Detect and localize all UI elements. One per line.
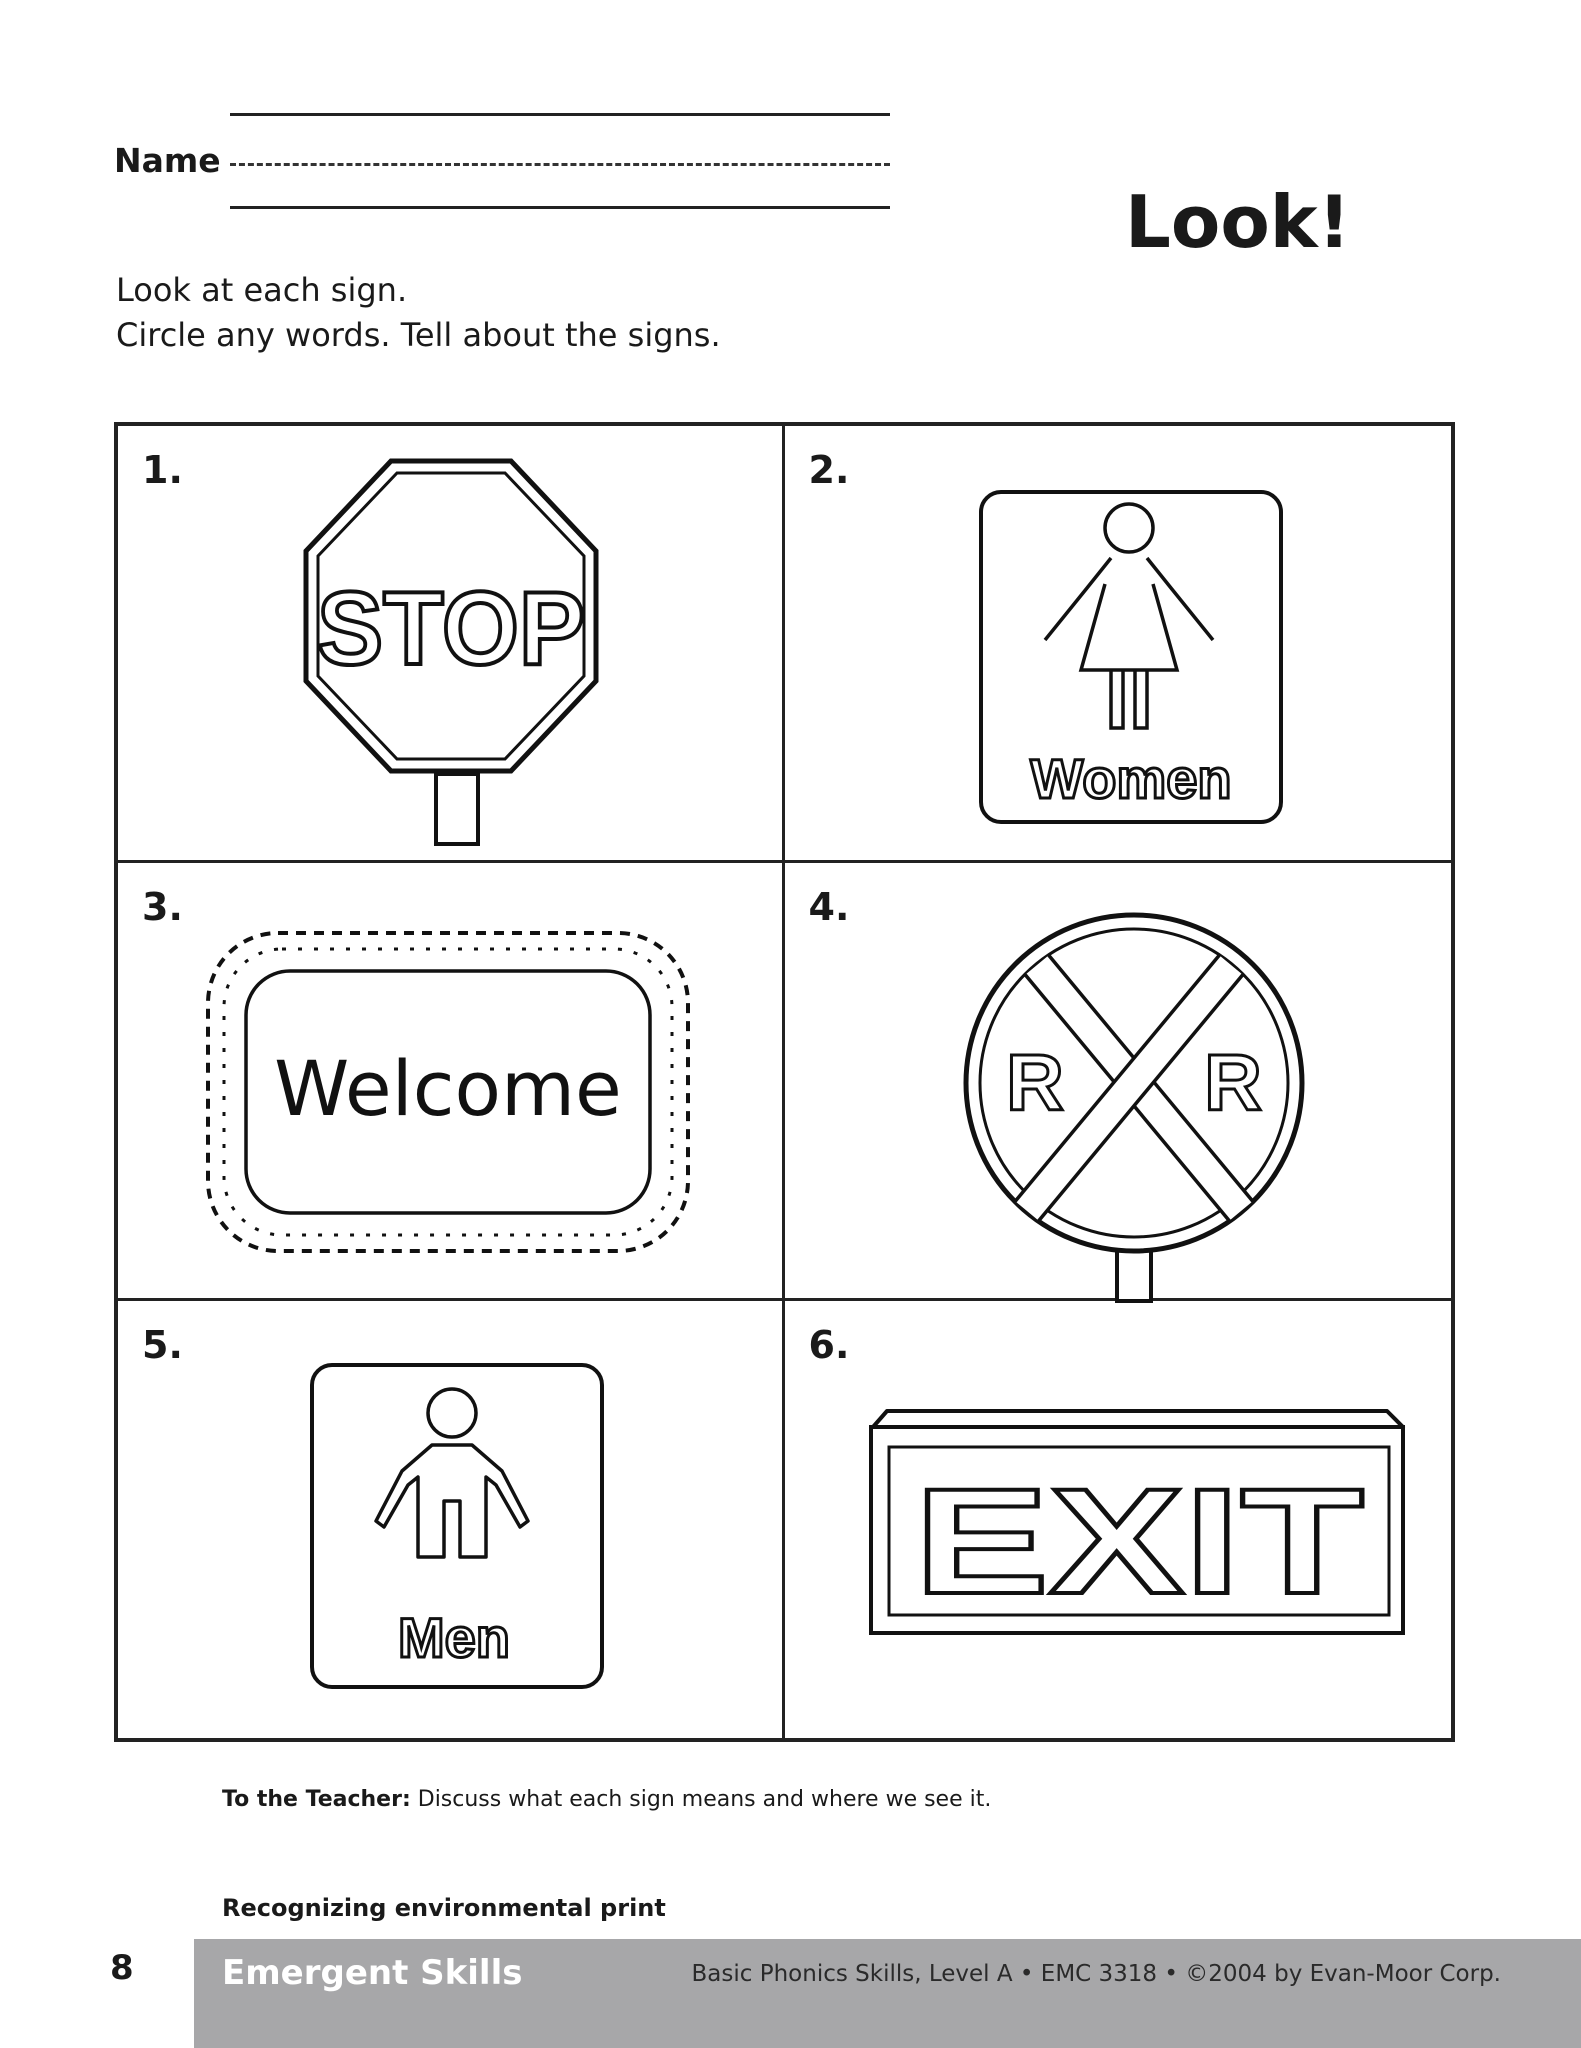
footer-credit: Basic Phonics Skills, Level A • EMC 3318 • ©2004 by Evan-Moor Corp. [691,1961,1501,1987]
sign-cell-1 [118,426,785,863]
name-field [114,105,894,215]
sign-number: 3. [142,885,183,930]
railroad-right-r: R [1203,1038,1262,1128]
men-restroom-sign-icon [308,1361,608,1691]
stop-text: STOP [317,571,585,687]
footer-section-title: Emergent Skills [222,1953,523,1993]
teacher-note-label: To the Teacher: [222,1787,411,1812]
instructions [116,268,721,358]
skill-label: Recognizing environmental print [222,1894,666,1922]
footer-bar [194,1939,1581,2048]
name-label: Name [114,141,221,180]
instruction-line-2: Circle any words. Tell about the signs. [116,316,721,354]
name-top-line [230,113,890,116]
sign-number: 5. [142,1322,183,1367]
welcome-text: Welcome [274,1044,622,1134]
page-number: 8 [110,1948,134,1988]
name-dashed-line [230,163,890,166]
sign-number: 4. [808,885,850,930]
railroad-left-r: R [1005,1038,1064,1128]
sign-cell-6 [785,1301,1452,1738]
sign-cell-3 [118,863,785,1300]
women-restroom-sign-icon [977,488,1287,828]
page-title: Look! [1125,180,1351,264]
sign-cell-4 [785,863,1452,1300]
teacher-note-text: Discuss what each sign means and where we see it. [417,1787,992,1812]
name-bottom-line [230,206,890,209]
signs-grid [114,422,1455,1742]
teacher-note [222,1787,991,1812]
exit-text: EXIT [913,1456,1364,1625]
sign-number: 2. [808,448,850,492]
exit-sign-icon [855,1407,1415,1647]
sign-cell-2 [785,426,1452,863]
sign-number: 6. [808,1322,850,1367]
sign-number: 1. [142,448,183,492]
stop-sign-icon [296,456,626,846]
sign-cell-5 [118,1301,785,1738]
instruction-line-1: Look at each sign. [116,271,408,309]
women-text: Women [1029,747,1232,810]
men-text: Men [398,1605,510,1669]
railroad-crossing-sign-icon [957,905,1307,1305]
welcome-sign-icon [198,923,698,1263]
